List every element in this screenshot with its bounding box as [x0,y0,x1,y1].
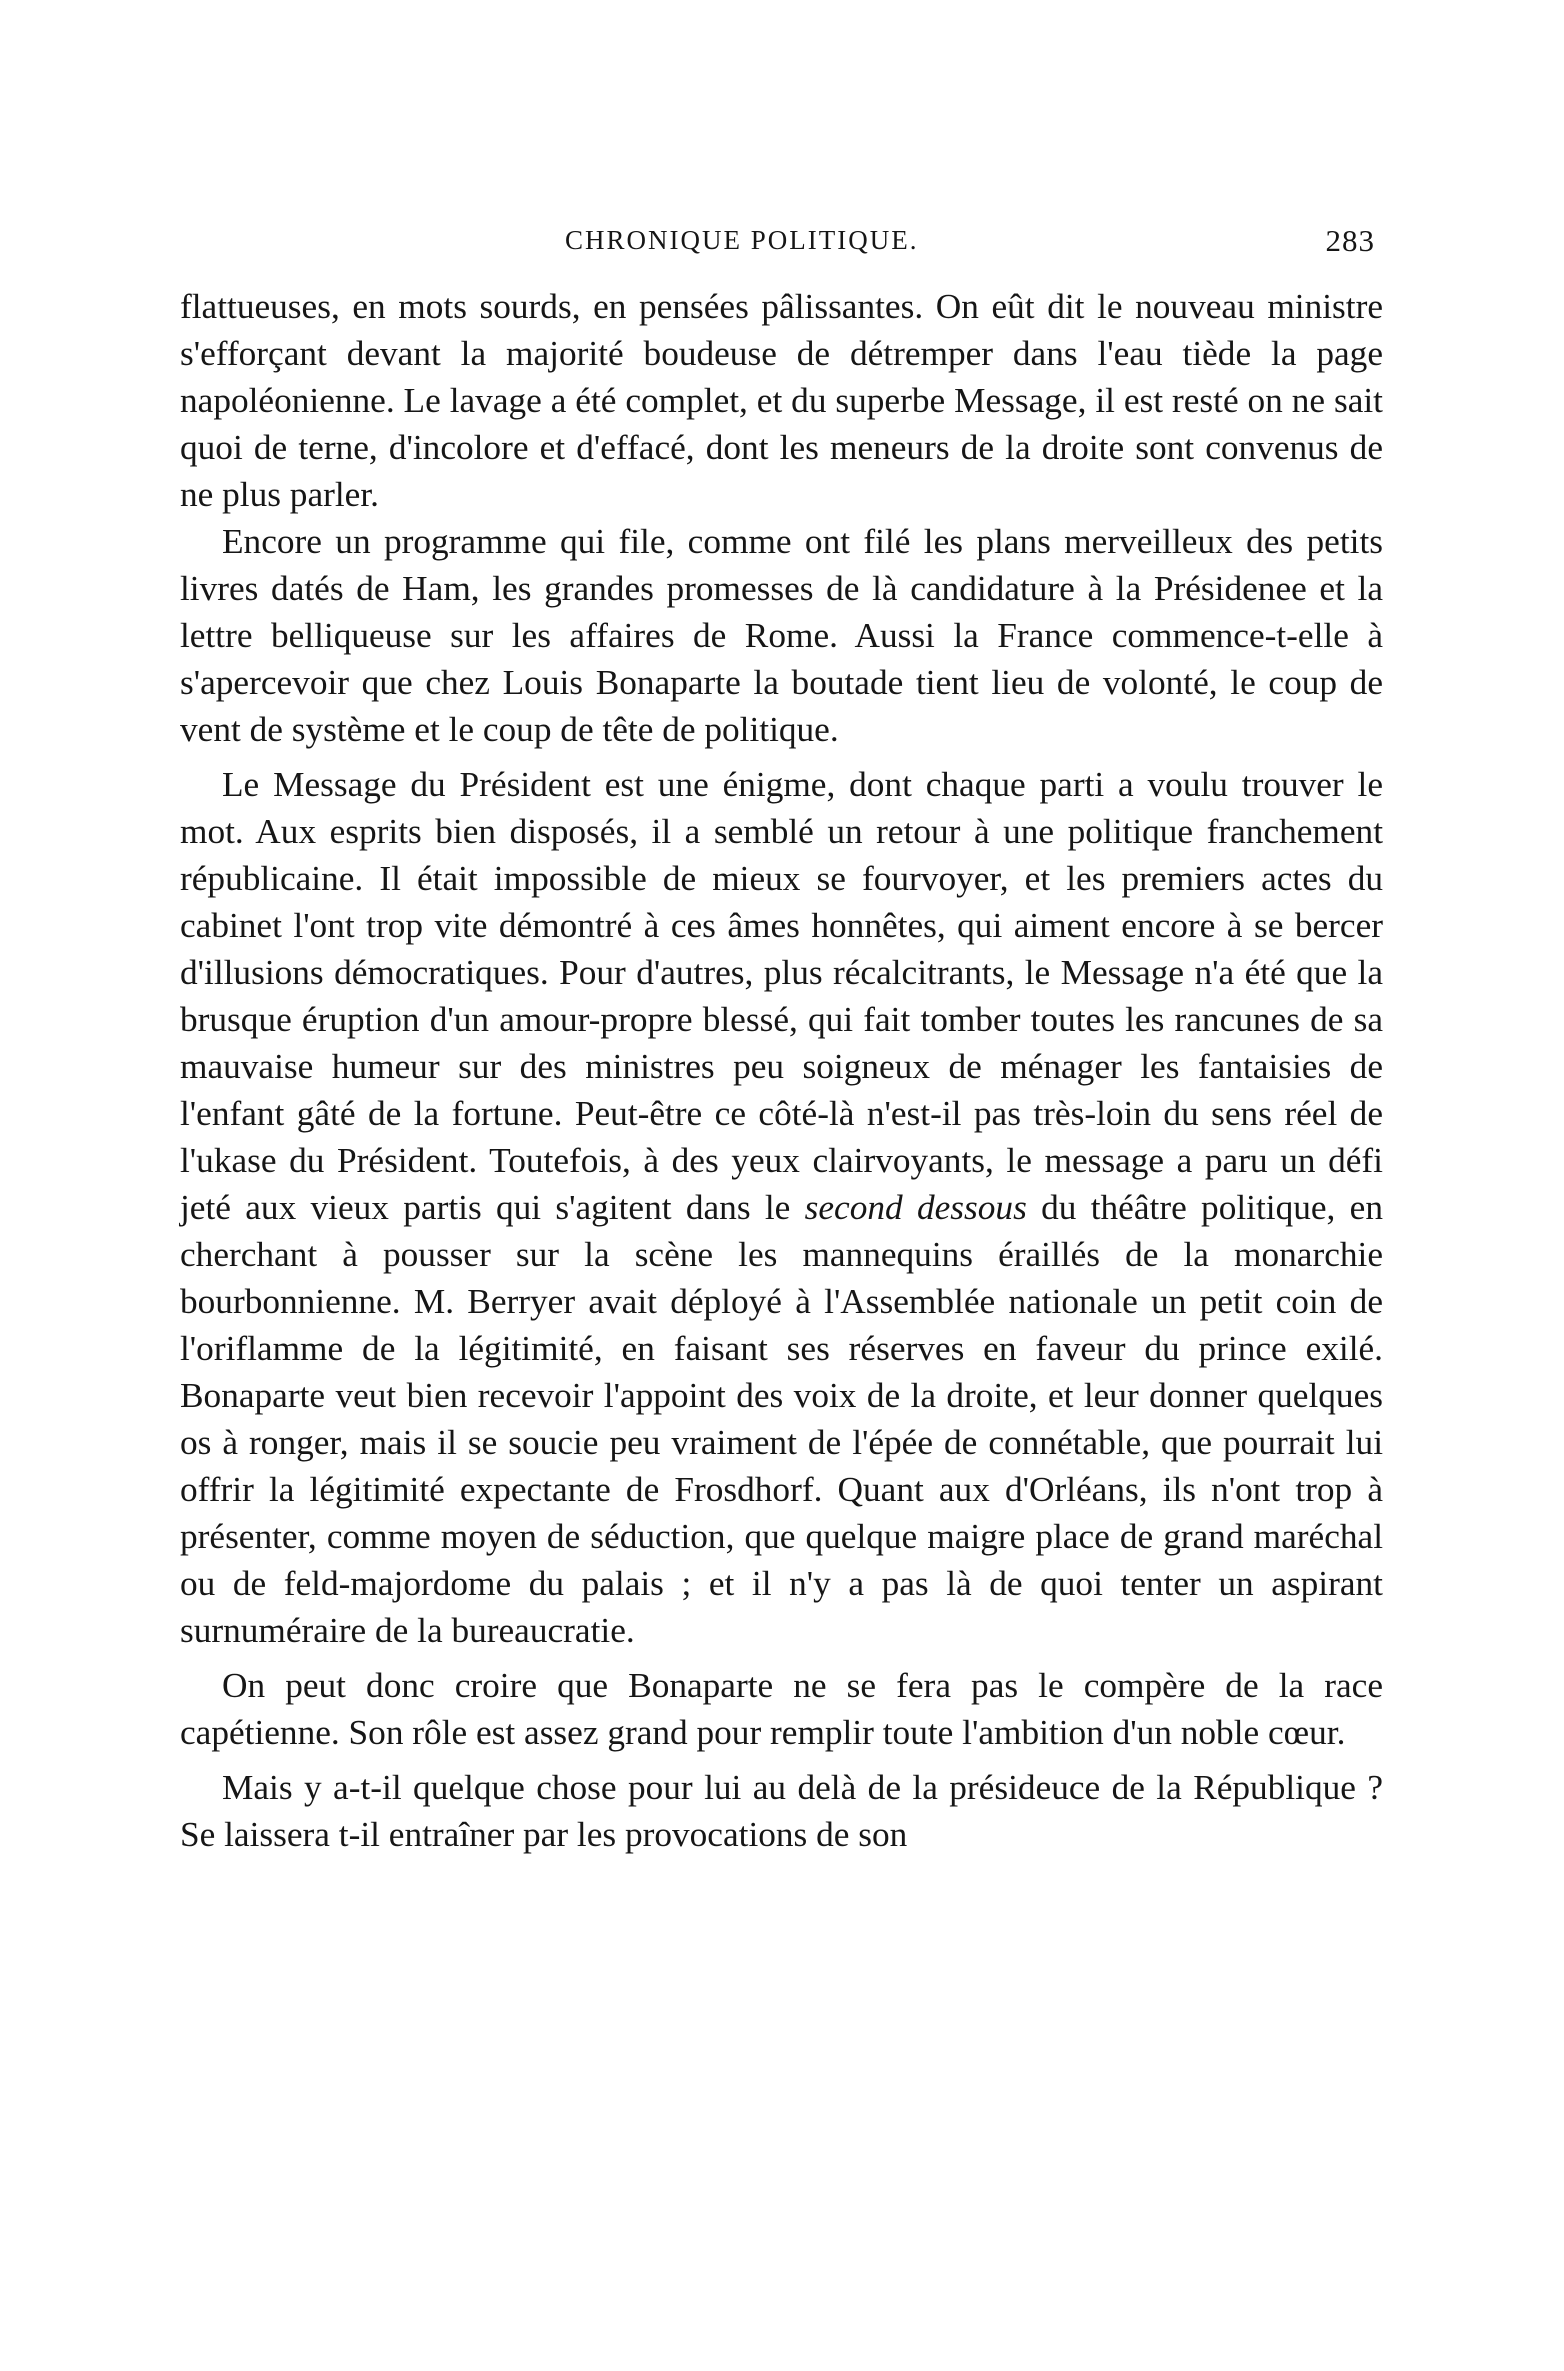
running-header [180,225,1383,265]
paragraph-3-part-2: du théâtre politique, en cherchant à pousser sur la scène les mannequins éraillés de la monarchie bourbonnienne. M. Berryer avait déployé à l'Assemblée nationale un petit coin de l'oriflamme de la légitimité, en faisant ses réserves en faveur du prince exilé. Bonaparte veut bien recevoir l'appoint des voix de la droite, et leur donner quelques os à ronger, mais il se soucie peu vraiment de l'épée de connétable, que pourrait lui offrir la légitimité expectante de Frosdhorf. Quant aux d'Orléans, ils n'ont trop à présenter, comme moyen de séduction, que quelque maigre place de grand maréchal ou de feld-majordome du palais ; et il n'y a pas là de quoi tenter un aspirant surnuméraire de la bureaucratie. [180,1188,1383,1650]
paragraph-3 [180,761,1383,1654]
paragraph-3-part-1: Le Message du Président est une énigme, dont chaque parti a voulu trouver le mot. Aux esprits bien disposés, il a semblé un retour à une politique franchement républicaine. Il était impossible de mieux se fourvoyer, et les premiers actes du cabinet l'ont trop vite démontré à ces âmes honnêtes, qui aiment encore à se bercer d'illusions démocratiques. Pour d'autres, plus récalcitrants, le Message n'a été que la brusque éruption d'un amour-propre blessé, qui fait tomber toutes les rancunes de sa mauvaise humeur sur des ministres peu soigneux de ménager les fantaisies de l'enfant gâté de la fortune. Peut-être ce côté-là n'est-il pas très-loin du sens réel de l'ukase du Président. Toutefois, à des yeux clairvoyants, le message a paru un défi jeté aux vieux partis qui s'agitent dans le [180,765,1383,1227]
paragraph-1: flattueuses, en mots sourds, en pensées pâlissantes. On eût dit le nouveau ministre s'efforçant devant la majorité boudeuse de détremper dans l'eau tiède la page napoléonienne. Le lavage a été complet, et du superbe Message, il est resté on ne sait quoi de terne, d'incolore et d'effacé, dont les meneurs de la droite sont convenus de ne plus parler. [180,287,1383,514]
running-title: CHRONIQUE POLITIQUE. [565,225,919,255]
paragraph-4: On peut donc croire que Bonaparte ne se fera pas le compère de la race capétienne. Son rôle est assez grand pour remplir toute l'ambition d'un noble cœur. [180,1666,1383,1752]
body-text [180,283,1383,1858]
paragraph-5: Mais y a-t-il quelque chose pour lui au delà de la présideuce de la République ? Se laissera t-il entraîner par les provocations de son [180,1768,1383,1854]
paragraph-2: Encore un programme qui file, comme ont filé les plans merveilleux des petits livres datés de Ham, les grandes promesses de là candidature à la Présidenee et la lettre belliqueuse sur les affaires de Rome. Aussi la France commence-t-elle à s'apercevoir que chez Louis Bonaparte la boutade tient lieu de volonté, le coup de vent de système et le coup de tête de politique. [180,522,1383,749]
page-number: 283 [1325,223,1375,258]
paragraph-3-italic-phrase: second dessous [804,1188,1027,1227]
